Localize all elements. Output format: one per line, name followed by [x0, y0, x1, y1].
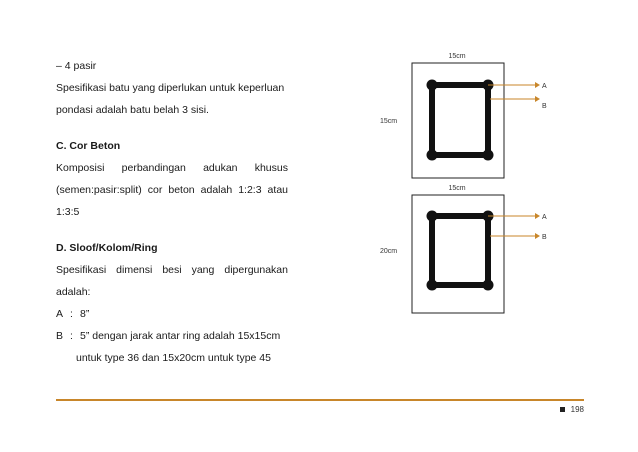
- diagram-2-stirrup: [432, 216, 488, 285]
- diagram-2-bar: [427, 280, 438, 291]
- c-line-2: (semen:pasir:split) cor beton adalah 1:2:3 atau: [56, 184, 288, 196]
- diagram-2-label-a: A: [542, 214, 547, 221]
- diagram-2-bar: [483, 280, 494, 291]
- diagram-1-bar: [483, 150, 494, 161]
- footer-bullet-icon: [560, 407, 565, 412]
- item-b-key: B: [56, 330, 64, 342]
- c-line-1: Komposisi perbandingan adukan khusus: [56, 162, 288, 174]
- diagram-1-stirrup: [432, 85, 488, 155]
- d-line-1: Spesifikasi dimensi besi yang dipergunakan: [56, 264, 288, 276]
- page-footer: [560, 405, 584, 414]
- rebar-diagram-15x20: [380, 185, 547, 313]
- diagram-1-label-b: B: [542, 103, 547, 110]
- item-b-continuation: untuk type 36 dan 15x20cm untuk type 45: [76, 352, 271, 364]
- item-a-value: 8”: [80, 308, 90, 320]
- item-a-key: A: [56, 308, 64, 320]
- batu-line-1: Spesifikasi batu yang diperlukan untuk keperluan: [56, 82, 285, 94]
- pasir-line: – 4 pasir: [56, 60, 97, 72]
- body-text: [56, 55, 288, 369]
- rebar-diagram-15x15: [380, 53, 547, 178]
- page-number: 198: [570, 405, 584, 414]
- item-a: A : 8”: [56, 303, 288, 325]
- item-b-value: 5” dengan jarak antar ring adalah 15x15cm: [80, 330, 281, 342]
- section-c-heading: C. Cor Beton: [56, 140, 121, 152]
- item-b: B : 5” dengan jarak antar ring adalah 15x15cm: [56, 325, 288, 347]
- diagram-1-bar: [427, 150, 438, 161]
- diagram-1-width-label: 15cm: [448, 53, 466, 60]
- diagram-1-label-a: A: [542, 83, 547, 90]
- diagram-2-bar: [427, 211, 438, 222]
- d-line-2: adalah:: [56, 286, 91, 298]
- diagram-2-label-b: B: [542, 234, 547, 241]
- c-line-3: 1:3:5: [56, 206, 80, 218]
- rebar-diagrams: [380, 48, 570, 318]
- diagram-2-width-label: 15cm: [448, 185, 466, 192]
- diagram-1-height-label: 15cm: [380, 118, 398, 125]
- batu-line-2: pondasi adalah batu belah 3 sisi.: [56, 104, 209, 116]
- footer-rule: [56, 399, 584, 401]
- diagram-1-bar: [427, 80, 438, 91]
- section-d-heading: D. Sloof/Kolom/Ring: [56, 242, 158, 254]
- diagram-2-height-label: 20cm: [380, 248, 398, 255]
